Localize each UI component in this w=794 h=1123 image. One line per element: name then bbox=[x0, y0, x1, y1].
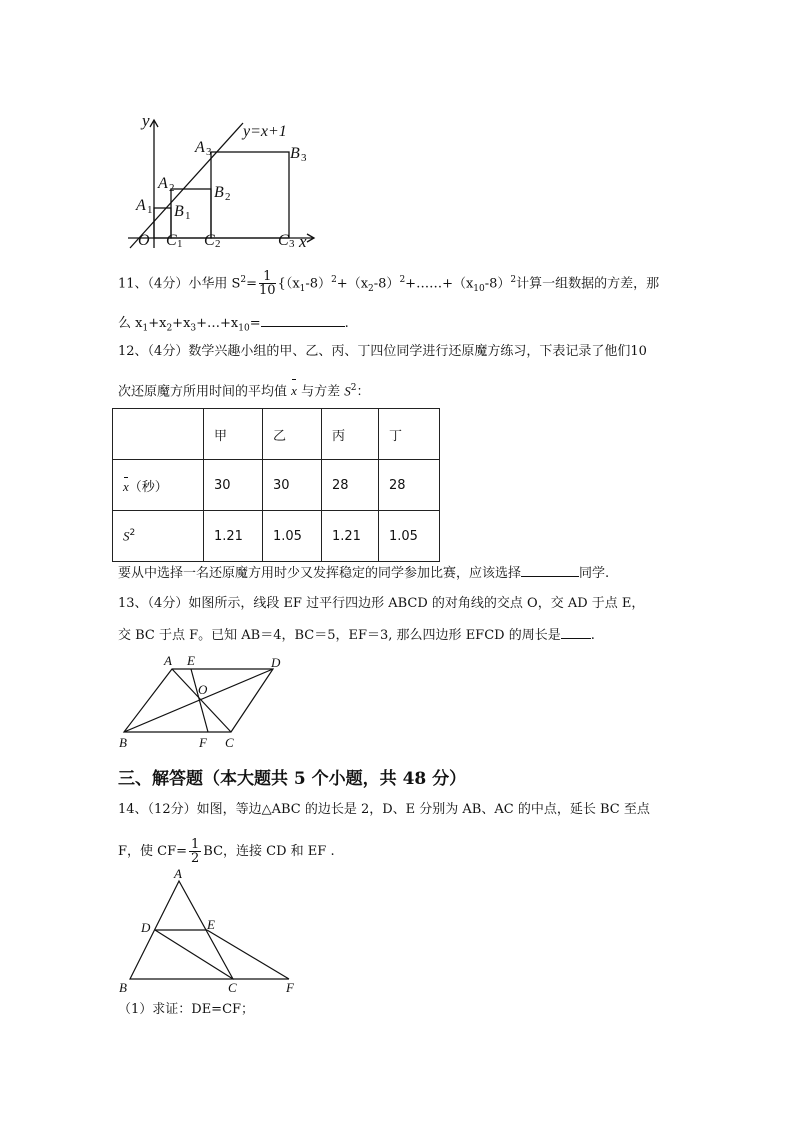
label-A: A bbox=[174, 866, 182, 881]
segment-EF bbox=[191, 669, 208, 732]
table-cell: 1.05 bbox=[263, 511, 322, 562]
q14-line2: F，使 CF= $\frac{1}{2}$ BC，连接 CD 和 EF . bbox=[118, 837, 335, 866]
label-A2-sub: 2 bbox=[169, 182, 175, 194]
label-A: A bbox=[164, 653, 172, 668]
label-B: B bbox=[119, 980, 127, 995]
line-equation: y=x+1 bbox=[243, 123, 287, 140]
table-header-cell: 丙 bbox=[322, 409, 379, 460]
label-O: O bbox=[198, 682, 208, 697]
label-E: E bbox=[187, 653, 195, 668]
q12-line2: 次还原魔方所用时间的平均值 x 与方差 $S^2$： bbox=[118, 383, 370, 400]
label-B1-sub: 1 bbox=[185, 210, 191, 222]
label-C3-sub: 3 bbox=[289, 238, 295, 250]
row-label-variance: $S^2$ bbox=[113, 511, 204, 562]
q13-line1: 13、（4分）如图所示，线段 EF 过平行四边形 ABCD 的对角线的交点 O，交 AD 于点 E， bbox=[118, 596, 645, 611]
segment-CD bbox=[155, 930, 233, 979]
row-label-mean: x（秒） bbox=[113, 460, 204, 511]
label-B3-sub: 3 bbox=[301, 152, 307, 164]
label-B2: B bbox=[214, 184, 224, 201]
table-cell: 28 bbox=[379, 460, 440, 511]
label-C1-sub: 1 bbox=[177, 238, 183, 250]
q14-subquestion-1: （1）求证：DE=CF； bbox=[118, 1002, 255, 1017]
q11-line1: 11、（4分）小华用 $S^2=$ $\frac{1}{10}$ {$(x_1-8)^2+(x_2-8)^2+\dots\dots+(x_{10}-8)^2$计算一组数据的方差，那 bbox=[118, 269, 660, 299]
label-C3: C bbox=[278, 232, 289, 249]
triangle-figure bbox=[115, 865, 305, 995]
origin-label: O bbox=[138, 232, 150, 249]
table-row bbox=[113, 511, 440, 562]
table-header-cell: 丁 bbox=[379, 409, 440, 460]
q12-line1: 12、（4分）数学兴趣小组的甲、乙、丙、丁四位同学进行还原魔方练习，下表记录了他们10 bbox=[118, 344, 647, 359]
label-B1: B bbox=[174, 203, 184, 220]
label-A3: A bbox=[195, 139, 205, 156]
label-F: F bbox=[286, 980, 294, 995]
diagonal-AC bbox=[172, 669, 231, 732]
table-row bbox=[113, 460, 440, 511]
label-C: C bbox=[225, 735, 234, 750]
q12-after: 要从中选择一名还原魔方用时少又发挥稳定的同学参加比赛，应该选择 同学. bbox=[118, 562, 609, 584]
line-y-x-plus-1 bbox=[130, 123, 243, 248]
section-heading: 三、解答题（本大题共 5 个小题，共 48 分） bbox=[118, 769, 467, 789]
label-E: E bbox=[207, 917, 215, 932]
table-cell: 1.21 bbox=[204, 511, 263, 562]
results-table bbox=[112, 408, 440, 562]
coordinate-figure bbox=[118, 108, 318, 253]
answer-blank-q13[interactable] bbox=[561, 624, 591, 639]
table-cell: 28 bbox=[322, 460, 379, 511]
label-B3: B bbox=[290, 145, 300, 162]
x-label: x bbox=[299, 232, 307, 251]
label-F: F bbox=[199, 735, 207, 750]
q11-line2: 么 $x_1+x_2+x_3+\dots+x_{10}=$ . bbox=[118, 312, 349, 339]
q13-line2: 交 BC 于点 F。已知 AB＝4，BC＝5，EF＝3, 那么四边形 EFCD 的周长是 . bbox=[118, 624, 595, 646]
label-A1: A bbox=[136, 197, 146, 214]
label-C2: C bbox=[204, 232, 215, 249]
label-A2: A bbox=[158, 175, 168, 192]
label-C: C bbox=[228, 980, 237, 995]
label-D: D bbox=[141, 920, 151, 935]
label-C1: C bbox=[166, 232, 177, 249]
answer-blank-q12[interactable] bbox=[521, 562, 579, 577]
table-header-cell: 甲 bbox=[204, 409, 263, 460]
label-D: D bbox=[271, 655, 281, 670]
table-cell: 30 bbox=[204, 460, 263, 511]
label-A1-sub: 1 bbox=[147, 204, 153, 216]
label-B: B bbox=[119, 735, 127, 750]
q14-line1: 14、（12分）如图，等边△ABC 的边长是 2，D、E 分别为 AB、AC 的中点，延长 BC 至点 bbox=[118, 802, 650, 817]
table-header-cell: 乙 bbox=[263, 409, 322, 460]
parallelogram-figure bbox=[115, 652, 295, 752]
fraction-one-tenth: $\frac{1}{10}$ bbox=[259, 269, 276, 299]
table-cell: 1.05 bbox=[379, 511, 440, 562]
diagonal-BD bbox=[124, 669, 273, 732]
label-A3-sub: 3 bbox=[206, 146, 212, 158]
table-header-cell bbox=[113, 409, 204, 460]
y-label: y bbox=[142, 111, 150, 130]
fraction-one-half: $\frac{1}{2}$ bbox=[191, 837, 200, 866]
answer-blank-q11[interactable] bbox=[261, 312, 345, 327]
label-B2-sub: 2 bbox=[225, 191, 231, 203]
table-cell: 1.21 bbox=[322, 511, 379, 562]
label-C2-sub: 2 bbox=[215, 238, 221, 250]
table-cell: 30 bbox=[263, 460, 322, 511]
mean-symbol: x bbox=[291, 381, 297, 401]
table-header-row bbox=[113, 409, 440, 460]
